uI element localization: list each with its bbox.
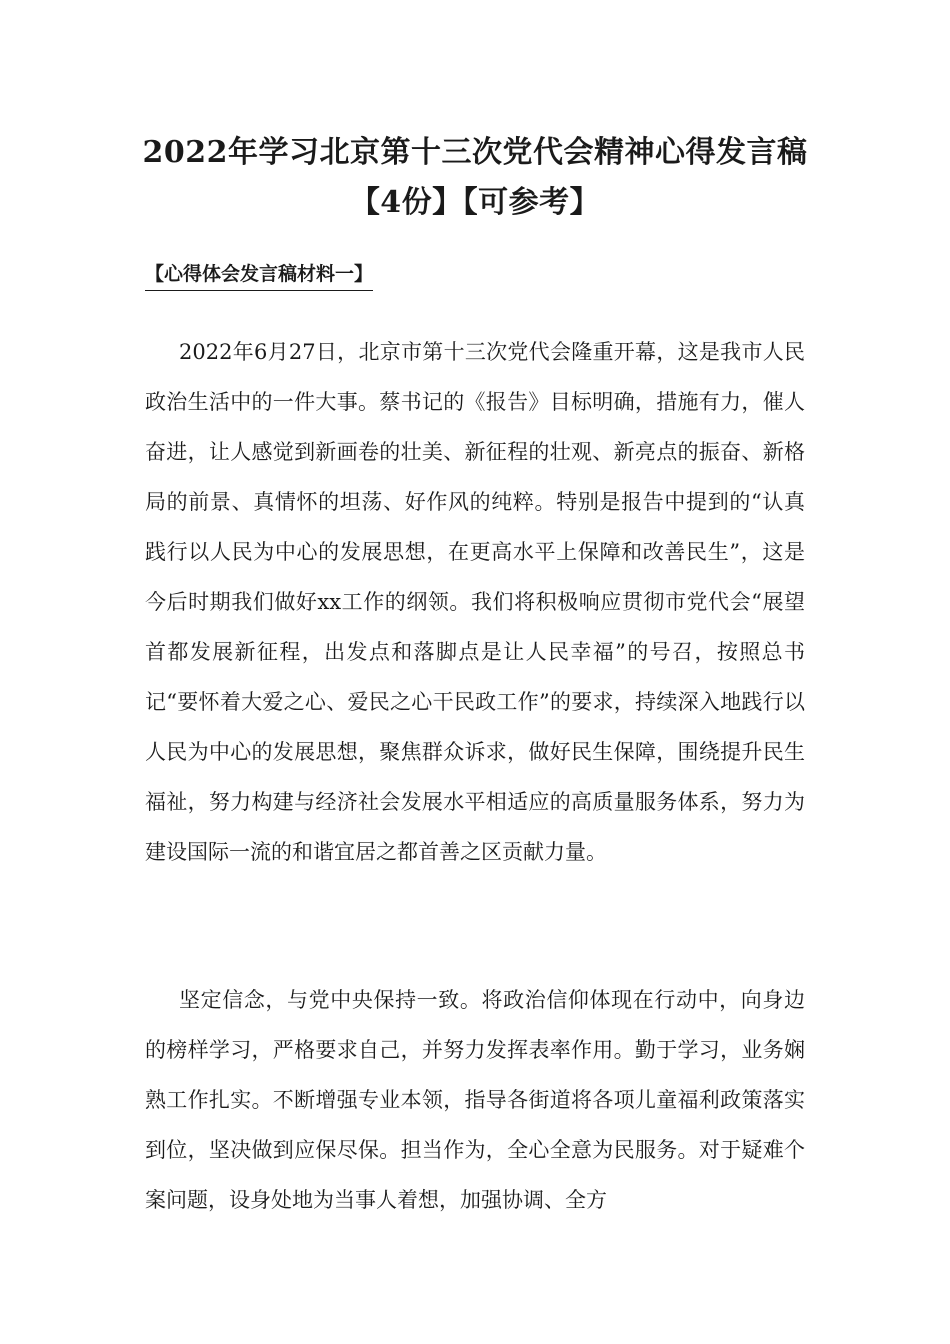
body-paragraph: 2022年6月27日，北京市第十三次党代会隆重开幕，这是我市人民政治生活中的一件大事。蔡书记的《报告》目标明确，措施有力，催人奋进，让人感觉到新画卷的壮美、新征程的壮观、新亮点的振奋、新格局的前景、真情怀的坦荡、好作风的纯粹。特别是报告中提到的“认真践行以人民为中心的发展思想，在更高水平上保障和改善民生”，这是今后时期我们做好xx工作的纲领。我们将积极响应贯彻市党代会“展望首都发展新征程，出发点和落脚点是让人民幸福”的号召，按照总书记“要怀着大爱之心、爱民之心干民政工作”的要求，持续深入地践行以人民为中心的发展思想，聚焦群众诉求，做好民生保障，围绕提升民生福祉，努力构建与经济社会发展水平相适应的高质量服务体系，努力为建设国际一流的和谐宜居之都首善之区贡献力量。 [145,340,805,864]
document-title: 2022年学习北京第十三次党代会精神心得发言稿【4份】【可参考】 [142,135,808,220]
body-paragraph: 坚定信念，与党中央保持一致。将政治信仰体现在行动中，向身边的榜样学习，严格要求自己，并努力发挥表率作用。勤于学习，业务娴熟工作扎实。不断增强专业本领，指导各街道将各项儿童福利政策落实到位，坚决做到应保尽保。担当作为，全心全意为民服务。对于疑难个案问题，设身处地为当事人着想，加强协调、全方 [145,988,805,1212]
section-heading: 【心得体会发言稿材料一】 [145,258,373,291]
